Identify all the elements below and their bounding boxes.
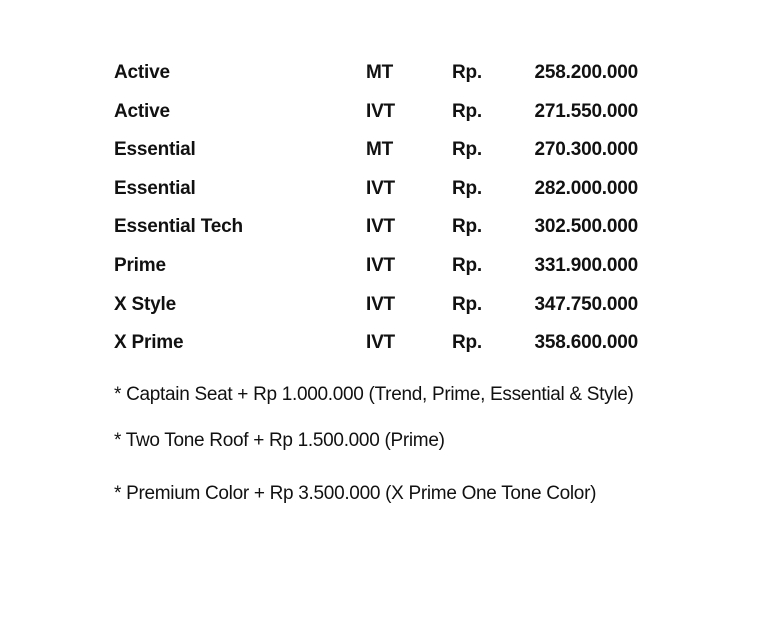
currency: Rp. bbox=[452, 62, 483, 83]
table-row bbox=[114, 251, 644, 290]
price: 258.200.000 bbox=[534, 62, 638, 83]
variant-name: X Style bbox=[114, 293, 176, 315]
table-row bbox=[114, 328, 644, 367]
note-captain-seat: * Captain Seat + Rp 1.000.000 (Trend, Prime, Essential & Style) bbox=[114, 384, 634, 405]
note-two-tone-roof: * Two Tone Roof + Rp 1.500.000 (Prime) bbox=[114, 430, 445, 451]
table-row bbox=[114, 97, 644, 136]
transmission: IVT bbox=[366, 332, 395, 354]
price: 347.750.000 bbox=[534, 293, 638, 315]
notes bbox=[114, 382, 644, 506]
transmission: IVT bbox=[366, 293, 395, 315]
transmission: MT bbox=[366, 62, 394, 83]
note-premium-color: * Premium Color + Rp 3.500.000 (X Prime One Tone Color) bbox=[114, 483, 597, 504]
variant-name: Essential bbox=[114, 139, 196, 161]
variant-name: Essential bbox=[114, 177, 196, 199]
variant-name: Active bbox=[114, 100, 170, 122]
price: 270.300.000 bbox=[534, 139, 638, 161]
currency: Rp. bbox=[452, 332, 483, 354]
currency: Rp. bbox=[452, 139, 483, 161]
currency: Rp. bbox=[452, 254, 483, 276]
variant-name: Active bbox=[114, 62, 170, 83]
table-row bbox=[114, 58, 644, 97]
currency: Rp. bbox=[452, 293, 483, 315]
price: 282.000.000 bbox=[534, 177, 638, 199]
currency: Rp. bbox=[452, 100, 483, 122]
variant-name: X Prime bbox=[114, 332, 184, 354]
price-table bbox=[114, 58, 644, 367]
variant-name: Prime bbox=[114, 254, 166, 276]
currency: Rp. bbox=[452, 177, 483, 199]
price: 358.600.000 bbox=[534, 332, 638, 354]
table-row bbox=[114, 135, 644, 174]
transmission: MT bbox=[366, 139, 394, 161]
transmission: IVT bbox=[366, 100, 395, 122]
transmission: IVT bbox=[366, 177, 395, 199]
price: 271.550.000 bbox=[534, 100, 638, 122]
variant-name: Essential Tech bbox=[114, 216, 243, 238]
price: 331.900.000 bbox=[534, 254, 638, 276]
transmission: IVT bbox=[366, 216, 395, 238]
table-row bbox=[114, 290, 644, 329]
currency: Rp. bbox=[452, 216, 483, 238]
table-row bbox=[114, 174, 644, 213]
price: 302.500.000 bbox=[534, 216, 638, 238]
transmission: IVT bbox=[366, 254, 395, 276]
table-row bbox=[114, 212, 644, 251]
